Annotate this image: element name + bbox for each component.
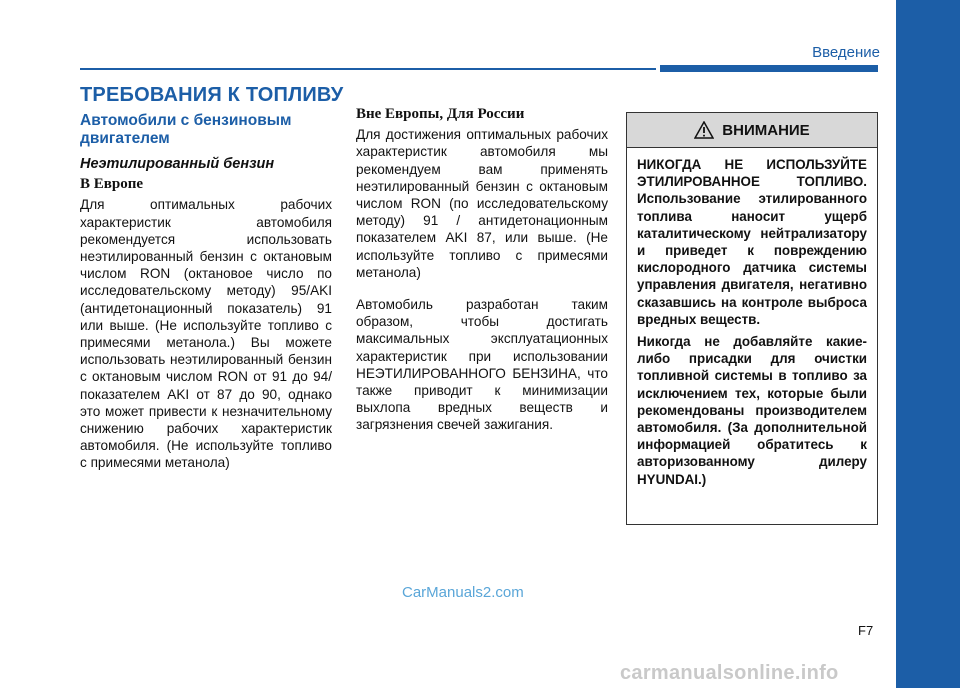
column-middle xyxy=(356,106,608,434)
warning-box xyxy=(626,112,878,525)
body-text: Для достижения оптимальных рабочих характеристик автомобиля мы рекомендуем вам применять неэтилированный бензин с октановым числом RON (по исследовательскому методу) 91 / антидетонационным показателем AKI 87, или выше. (Не используйте топливо с примесями метанола) xyxy=(356,127,608,280)
header-rule-accent xyxy=(660,65,878,72)
column-left xyxy=(80,112,332,472)
header-rule xyxy=(80,68,656,70)
warning-triangle-icon xyxy=(694,121,714,139)
warning-title: ВНИМАНИЕ xyxy=(722,121,810,139)
page-number: F7 xyxy=(858,623,874,638)
warning-header xyxy=(627,113,877,148)
section-heading: Автомобили с бензиновым двигателем xyxy=(80,112,292,147)
warning-text: НИКОГДА НЕ ИСПОЛЬЗУЙТЕ ЭТИЛИРОВАННОЕ ТОПЛИВО. Использование этилированного топлива наносит ущерб каталитическому нейтрализатору и приведет к повреждению кислородного датчика системы управления двигателя, негативно сказавшись на контроле выброса вредных веществ. xyxy=(637,157,867,327)
watermark-link[interactable]: CarManuals2.com xyxy=(402,584,524,601)
region-heading: В Европе xyxy=(80,176,144,193)
body-text: Автомобиль разработан таким образом, чтобы достигать максимальных эксплуатационных характеристик при использовании НЕЭТИЛИРОВАННОГО БЕНЗИНА, что также приводит к минимизации выхлопа вредных веществ и загрязнения свечей зажигания. xyxy=(356,297,608,433)
section-name: Введение xyxy=(812,44,880,61)
subheading: Неэтилированный бензин xyxy=(80,156,275,172)
page-title: ТРЕБОВАНИЯ К ТОПЛИВУ xyxy=(80,84,344,106)
warning-text: Никогда не добавляйте какие-либо присадки для очистки топливной системы в топливо за исключением тех, которые были рекомендованы производителем автомобиля. (За дополнительной информацией обратитесь к авторизованному дилеру HYUNDAI.) xyxy=(637,334,867,487)
side-tab xyxy=(896,0,960,688)
body-text: Для оптимальных рабочих характеристик автомобиля рекомендуется использовать неэтилированный бензин с октановым числом RON (октановое число по исследовательскому методу) 95/AKI (антидетонационный показатель) 91 или выше. (Не используйте топливо с примесями метанола.) Вы можете использовать неэтилированный бензин с октановым числом RON от 91 до 94/показателем AKI от 87 до 90, однако это может привести к незначительному снижению рабочих характеристик автомобиля. (Не используйте топливо с примесями метанола) xyxy=(80,197,332,471)
region-heading: Вне Европы, Для России xyxy=(356,106,525,122)
footer-watermark: carmanualsonline.info xyxy=(620,662,839,684)
warning-body xyxy=(627,148,877,488)
